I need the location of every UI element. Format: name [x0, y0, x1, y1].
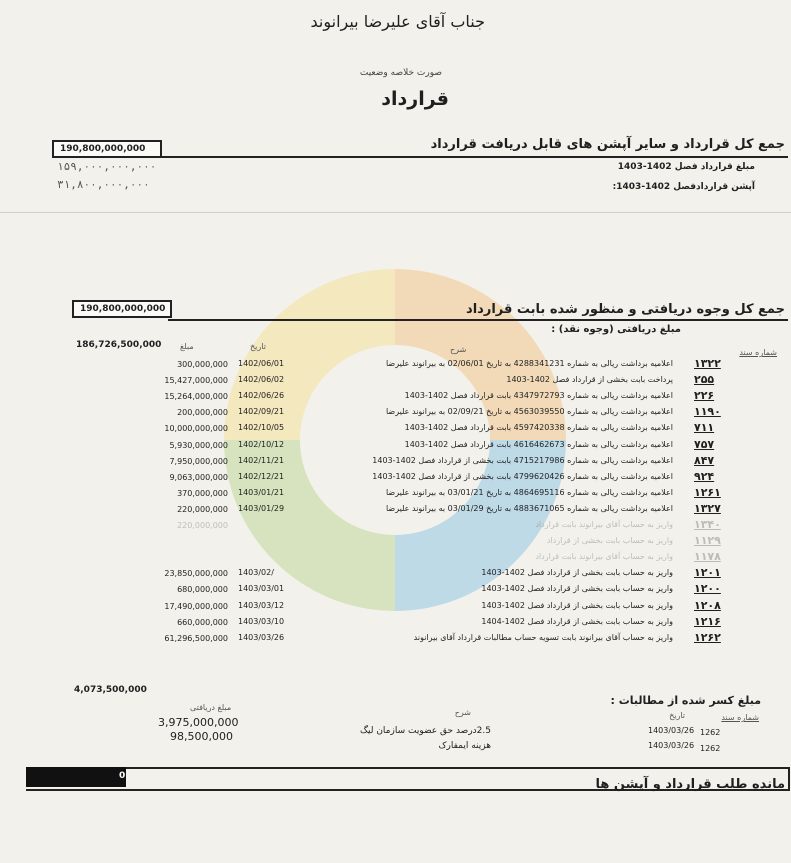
- row-docno: ۱۲۶۱: [694, 486, 721, 499]
- contract-amount-label: مبلغ قرارداد فصل 1402-1403: [617, 162, 755, 172]
- deductions-total: 4,073,500,000: [74, 685, 147, 695]
- salutation: جناب آقای علیرضا بیرانوند: [310, 12, 485, 31]
- row-docno: ۱۳۲۲: [694, 357, 721, 370]
- row-date: 1403/01/21: [238, 488, 285, 497]
- contract-option-handwritten: ۳۱,۸۰۰,۰۰۰,۰۰۰: [57, 178, 150, 191]
- row-docno: ۱۲۰۸: [694, 599, 721, 612]
- row-description: واریز به حساب آقای بیرانوند بابت قرارداد: [535, 520, 673, 529]
- row-docno: ۷۵۷: [694, 438, 715, 451]
- row-docno: ۱۲۱۶: [694, 615, 721, 628]
- row-description: اعلامیه برداشت ریالی به شماره 4799620426 بابت بخشی از قرارداد فصل 1402-1403: [372, 472, 673, 481]
- deduction-row-docno: 1262: [700, 728, 721, 737]
- deduction-row-docno: 1262: [700, 744, 721, 753]
- document-title: قرارداد: [381, 88, 449, 110]
- column-docno: شماره سند: [739, 348, 777, 357]
- deduction-col-docno: شماره سند: [721, 713, 759, 722]
- row-docno: ۱۱۷۸: [694, 550, 721, 563]
- row-description: اعلامیه برداشت ریالی به شماره 4347972793 بابت قرارداد فصل 1402-1403: [404, 391, 673, 400]
- row-docno: ۱۳۲۷: [694, 502, 721, 515]
- statement-subtitle: صورت خلاصه وضعیت: [359, 68, 442, 78]
- row-description: پرداخت بابت بخشی از قرارداد فصل 1402-1403: [506, 375, 673, 384]
- row-docno: ۱۳۴۰: [694, 518, 721, 531]
- section1-title: جمع کل قرارداد و سایر آپشن های قابل دریافت قرارداد: [430, 137, 785, 152]
- footer-value-box: [26, 767, 126, 787]
- remaining-balance-value: 0: [119, 771, 126, 781]
- column-amount: مبلغ: [180, 342, 194, 351]
- deduction-row-desc: 2.5درصد حق عضویت سازمان لیگ: [359, 726, 491, 736]
- row-amount: 15,264,000,000: [164, 392, 228, 401]
- row-amount: 220,000,000: [177, 521, 228, 530]
- row-docno: ۲۵۵: [694, 373, 715, 386]
- deduction-row-amount: 98,500,000: [170, 730, 233, 743]
- received-grand-total-box: 190,800,000,000: [72, 300, 172, 318]
- row-amount: 370,000,000: [177, 489, 228, 498]
- row-docno: ۲۲۶: [694, 389, 715, 402]
- row-description: اعلامیه برداشت ریالی به شماره 4563039550 به تاریخ 02/09/21 به بیرانوند علیرضا: [385, 407, 673, 416]
- row-description: اعلامیه برداشت ریالی به شماره 4597420338 بابت قرارداد فصل 1402-1403: [404, 423, 673, 432]
- contract-total-box: 190,800,000,000: [52, 140, 162, 158]
- row-docno: ۱۱۲۹: [694, 534, 721, 547]
- row-date: 1403/03/10: [238, 617, 285, 626]
- row-date: 1403/01/29: [238, 504, 285, 513]
- deduction-col-amount: مبلغ دریافتی: [190, 703, 232, 712]
- deduction-row-desc: هزینه ایمفارک: [438, 741, 491, 751]
- row-docno: ۱۲۰۱: [694, 566, 721, 579]
- row-amount: 680,000,000: [177, 585, 228, 594]
- row-description: واریز به حساب بابت بخشی از قرارداد فصل 1402-1403: [481, 584, 673, 593]
- row-amount: 220,000,000: [177, 505, 228, 514]
- row-date: 1402/10/05: [238, 423, 285, 432]
- row-date: 1402/06/26: [238, 391, 285, 400]
- row-date: 1402/11/21: [238, 456, 285, 465]
- row-date: 1402/12/21: [238, 472, 285, 481]
- row-docno: ۱۲۰۰: [694, 582, 721, 595]
- row-date: 1402/09/21: [238, 407, 285, 416]
- row-description: اعلامیه برداشت ریالی به شماره 4883671065 به تاریخ 03/01/29 به بیرانوند علیرضا: [385, 504, 673, 513]
- row-amount: 300,000,000: [177, 360, 228, 369]
- section1-rule: [160, 156, 788, 158]
- cash-received-label: مبلغ دریافتی (وجوه نقد) :: [551, 324, 681, 335]
- row-date: 1402/06/01: [238, 359, 285, 368]
- contract-amount-handwritten: ۱۵۹,۰۰۰,۰۰۰,۰۰۰: [57, 160, 157, 173]
- row-amount: 9,063,000,000: [169, 473, 228, 482]
- row-amount: 15,427,000,000: [164, 376, 228, 385]
- row-date: 1402/06/02: [238, 375, 285, 384]
- deduction-row-date: 1403/03/26: [648, 741, 695, 750]
- section2-title: جمع کل وجوه دریافتی و منظور شده بابت قرارداد: [466, 302, 785, 317]
- row-docno: ۱۱۹۰: [694, 405, 721, 418]
- deduction-col-date: تاریخ: [669, 711, 685, 720]
- row-amount: 5,930,000,000: [169, 441, 228, 450]
- deductions-title: مبلغ کسر شده از مطالبات :: [610, 694, 761, 707]
- row-description: واریز به حساب بابت بخشی از قرارداد فصل 1402-1404: [481, 617, 673, 626]
- column-description: شرح: [450, 345, 467, 354]
- cash-received-total: 186,726,500,000: [76, 340, 162, 350]
- deduction-row-amount: 3,975,000,000: [158, 716, 239, 729]
- row-amount: 10,000,000,000: [164, 424, 228, 433]
- deduction-col-desc: شرح: [454, 708, 471, 717]
- section2-rule: [168, 319, 788, 321]
- column-date: تاریخ: [250, 342, 266, 351]
- row-docno: ۹۲۴: [694, 470, 715, 483]
- fold-line: [0, 212, 791, 213]
- row-amount: 660,000,000: [177, 618, 228, 627]
- row-description: اعلامیه برداشت ریالی به شماره 4288341231 به تاریخ 02/06/01 به بیرانوند علیرضا: [385, 359, 673, 368]
- deduction-row-date: 1403/03/26: [648, 726, 695, 735]
- row-docno: ۱۲۶۲: [694, 631, 721, 644]
- row-docno: ۷۱۱: [694, 421, 715, 434]
- row-date: 1402/10/12: [238, 440, 285, 449]
- row-description: واریز به حساب آقای بیرانوند بابت تسویه حساب مطالبات قرارداد آقای بیرانوند: [413, 633, 673, 642]
- row-date: 1403/03/01: [238, 584, 285, 593]
- row-date: 1403/02/: [238, 568, 274, 577]
- row-description: واریز به حساب بابت بخشی از قرارداد فصل 1402-1403: [481, 568, 673, 577]
- row-description: اعلامیه برداشت ریالی به شماره 4864695116 به تاریخ 03/01/21 به بیرانوند علیرضا: [385, 488, 673, 497]
- row-description: واریز به حساب آقای بیرانوند بابت قرارداد: [535, 552, 673, 561]
- row-amount: 17,490,000,000: [164, 602, 228, 611]
- remaining-balance-label: مانده طلب قرارداد و آپشن ها: [595, 777, 785, 792]
- row-description: اعلامیه برداشت ریالی به شماره 4715217986 بابت بخشی از قرارداد فصل 1402-1403: [372, 456, 673, 465]
- row-date: 1403/03/26: [238, 633, 285, 642]
- row-amount: 200,000,000: [177, 408, 228, 417]
- row-description: اعلامیه برداشت ریالی به شماره 4616462673 بابت قرارداد فصل 1402-1403: [404, 440, 673, 449]
- row-amount: 61,296,500,000: [164, 634, 228, 643]
- contract-option-label: آپشن قراردادفصل 1402-1403:: [612, 182, 755, 192]
- row-docno: ۸۴۷: [694, 454, 715, 467]
- row-description: واریز به حساب بابت بخشی از قرارداد: [546, 536, 673, 545]
- row-amount: 23,850,000,000: [164, 569, 228, 578]
- row-date: 1403/03/12: [238, 601, 285, 610]
- row-amount: 7,950,000,000: [169, 457, 228, 466]
- row-description: واریز به حساب بابت بخشی از قرارداد فصل 1402-1403: [481, 601, 673, 610]
